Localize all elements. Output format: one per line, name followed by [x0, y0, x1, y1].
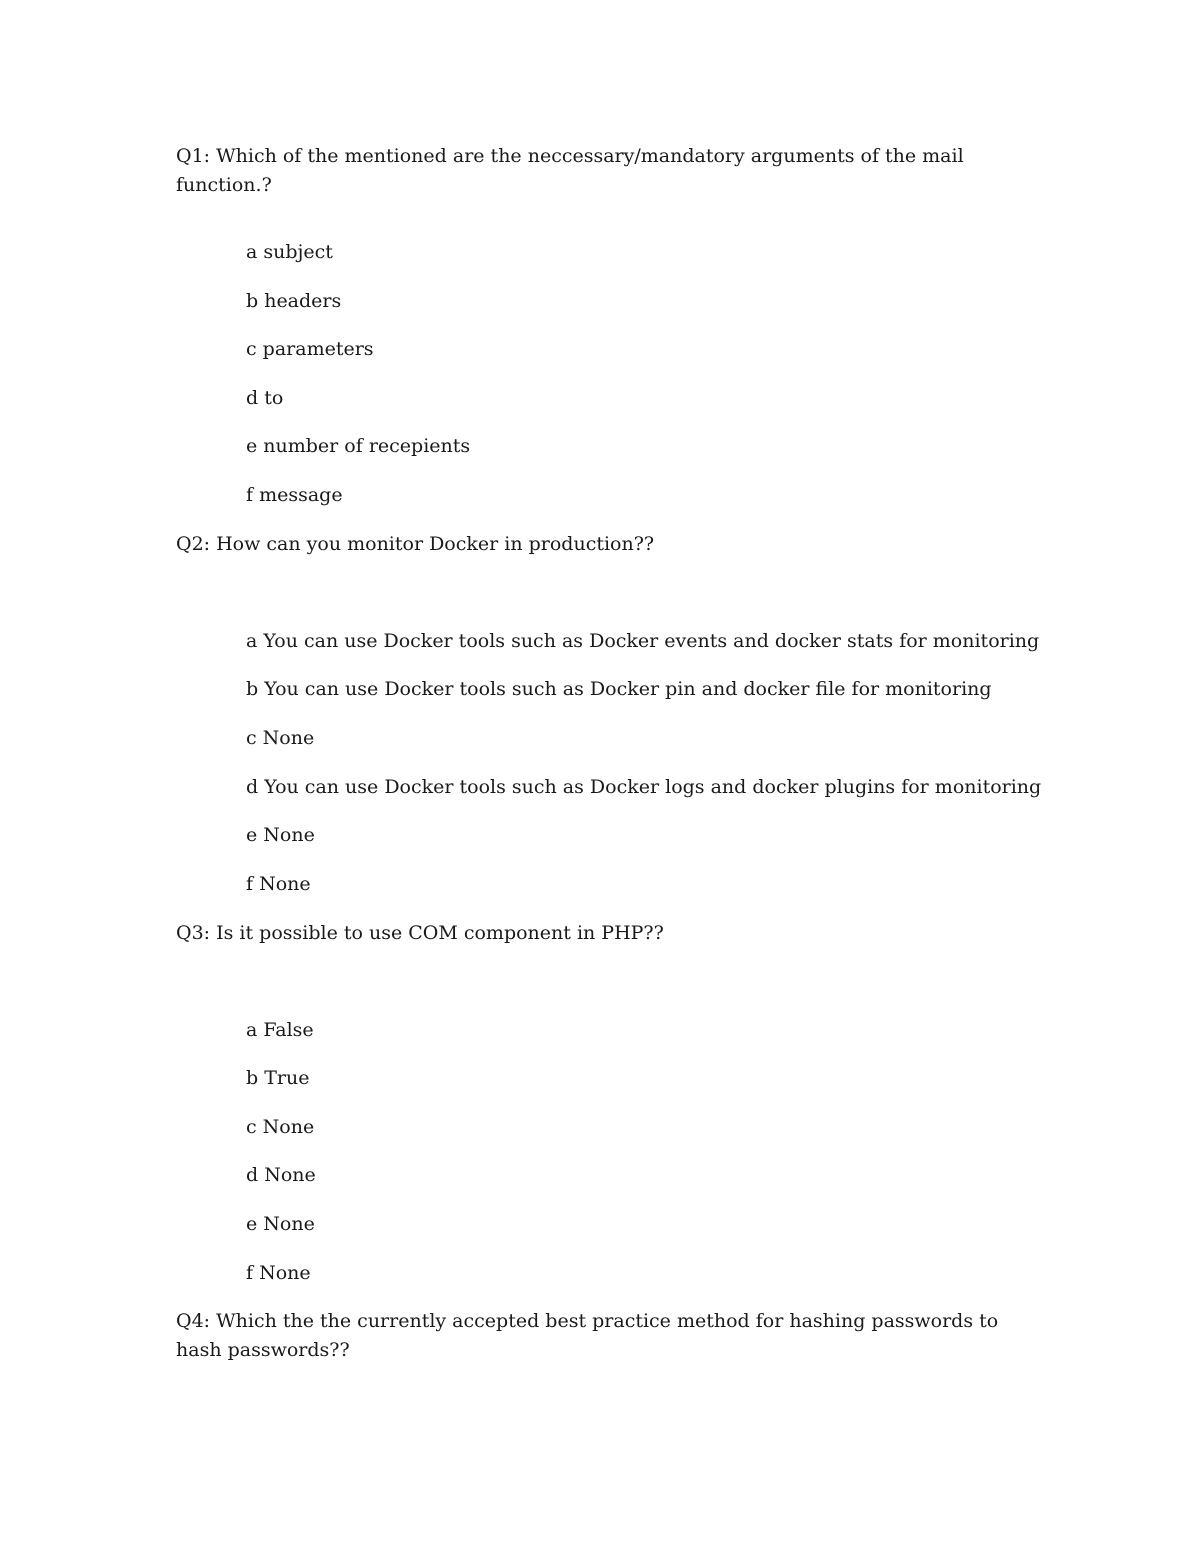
question-2: Q2: How can you monitor Docker in production?? [176, 533, 655, 555]
q2-option-a: a You can use Docker tools such as Docker events and docker stats for monitoring [246, 630, 1040, 652]
q1-option-c: c parameters [246, 338, 374, 360]
q2-option-d: d You can use Docker tools such as Docker logs and docker plugins for monitoring [246, 776, 1042, 798]
q2-option-b: b You can use Docker tools such as Docker pin and docker file for monitoring [246, 678, 992, 700]
q1-option-a: a subject [246, 241, 333, 263]
question-4: Q4: Which the the currently accepted best practice method for hashing passwords to hash passwords?? [176, 1310, 999, 1361]
q3-option-b: b True [246, 1067, 310, 1089]
question-1: Q1: Which of the mentioned are the neccessary/mandatory arguments of the mail function.? [176, 145, 964, 196]
q1-option-f: f message [246, 484, 343, 506]
q3-option-e: e None [246, 1213, 315, 1235]
q3-option-c: c None [246, 1116, 315, 1138]
q1-option-d: d to [246, 387, 284, 409]
q2-option-c: c None [246, 727, 315, 749]
q1-option-e: e number of recepients [246, 435, 471, 457]
q1-option-b: b headers [246, 290, 342, 312]
question-3: Q3: Is it possible to use COM component in PHP?? [176, 922, 664, 944]
q2-option-f: f None [246, 873, 311, 895]
q3-option-d: d None [246, 1164, 316, 1186]
q2-option-e: e None [246, 824, 315, 846]
q3-option-a: a False [246, 1019, 314, 1041]
q3-option-f: f None [246, 1262, 311, 1284]
